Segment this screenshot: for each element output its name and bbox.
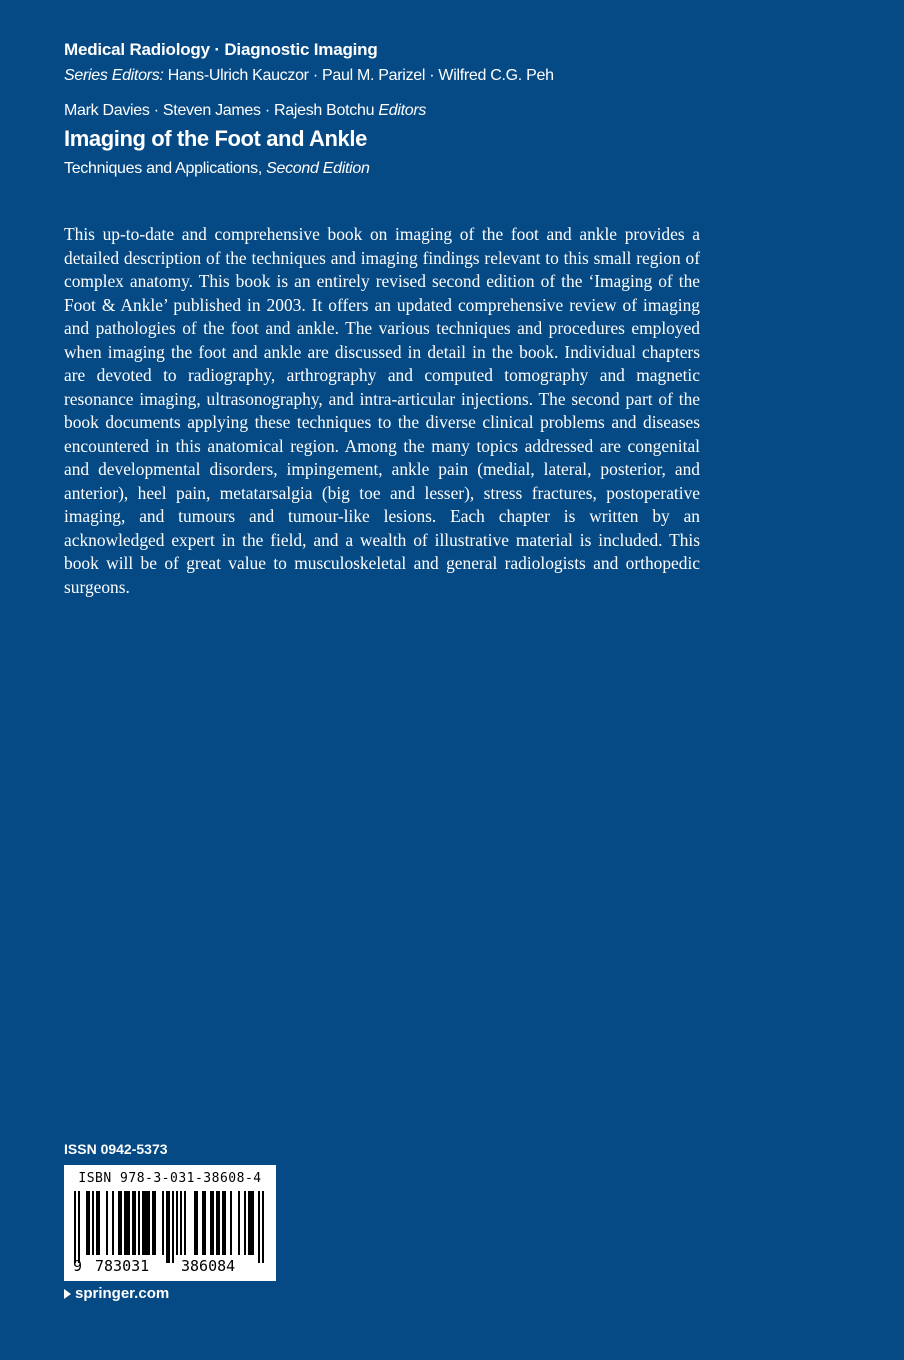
book-editors-names: Mark Davies · Steven James · Rajesh Botchu (64, 102, 379, 119)
edition-text: Second Edition (266, 160, 370, 177)
barcode-digits-right: 386084 (181, 1257, 236, 1275)
book-subtitle (64, 160, 370, 178)
book-editors-label: Editors (378, 102, 427, 119)
issn-number: ISSN 0942-5373 (64, 1141, 168, 1157)
barcode-digit-lead: 9 (73, 1257, 83, 1275)
isbn-barcode (64, 1165, 276, 1281)
book-description: This up-to-date and comprehensive book on imaging of the foot and ankle provides a detailed description of the techniques and imaging findings relevant to this small region of complex anatomy. This book is an entirely revised second edition of the ‘Imaging of the Foot & Ankle’ published in 2003. It offers an updated comprehensive review of imaging and pathologies of the foot and ankle. The various techniques and procedures employed when imaging the foot and ankle are discussed in detail in the book. Individual chapters are devoted to radiography, arthrography and computed tomography and magnetic resonance imaging, ultrasonography, and intra-articular injections. The second part of the book documents applying these techniques to the diverse clinical problems and diseases encountered in this anatomical region. Among the many topics addressed are congenital and developmental disorders, impingement, ankle pain (medial, lateral, posterior, and anterior), heel pain, metatarsalgia (big toe and lesser), stress fractures, postoperative imaging, and tumours and tumour-like lesions. Each chapter is written by an acknowledged expert in the field, and a wealth of illustrative material is included. This book will be of great value to musculoskeletal and general radiologists and orthopedic surgeons. (64, 224, 700, 597)
series-editors-names: Hans-Ulrich Kauczor · Paul M. Parizel · Wilfred C.G. Peh (163, 67, 554, 84)
series-title: Medical Radiology · Diagnostic Imaging (64, 40, 378, 59)
barcode-digits-left: 783031 (95, 1257, 150, 1275)
isbn-label: ISBN 978-3-031-38608-4 (78, 1171, 262, 1186)
publisher-website[interactable] (64, 1285, 169, 1302)
website-label: springer.com (75, 1285, 170, 1302)
series-editors (64, 67, 554, 85)
arrow-right-icon (64, 1289, 71, 1299)
book-editors (64, 102, 426, 120)
subtitle-text: Techniques and Applications, (64, 160, 267, 177)
series-editors-label: Series Editors: (64, 67, 164, 84)
book-title: Imaging of the Foot and Ankle (64, 126, 367, 151)
